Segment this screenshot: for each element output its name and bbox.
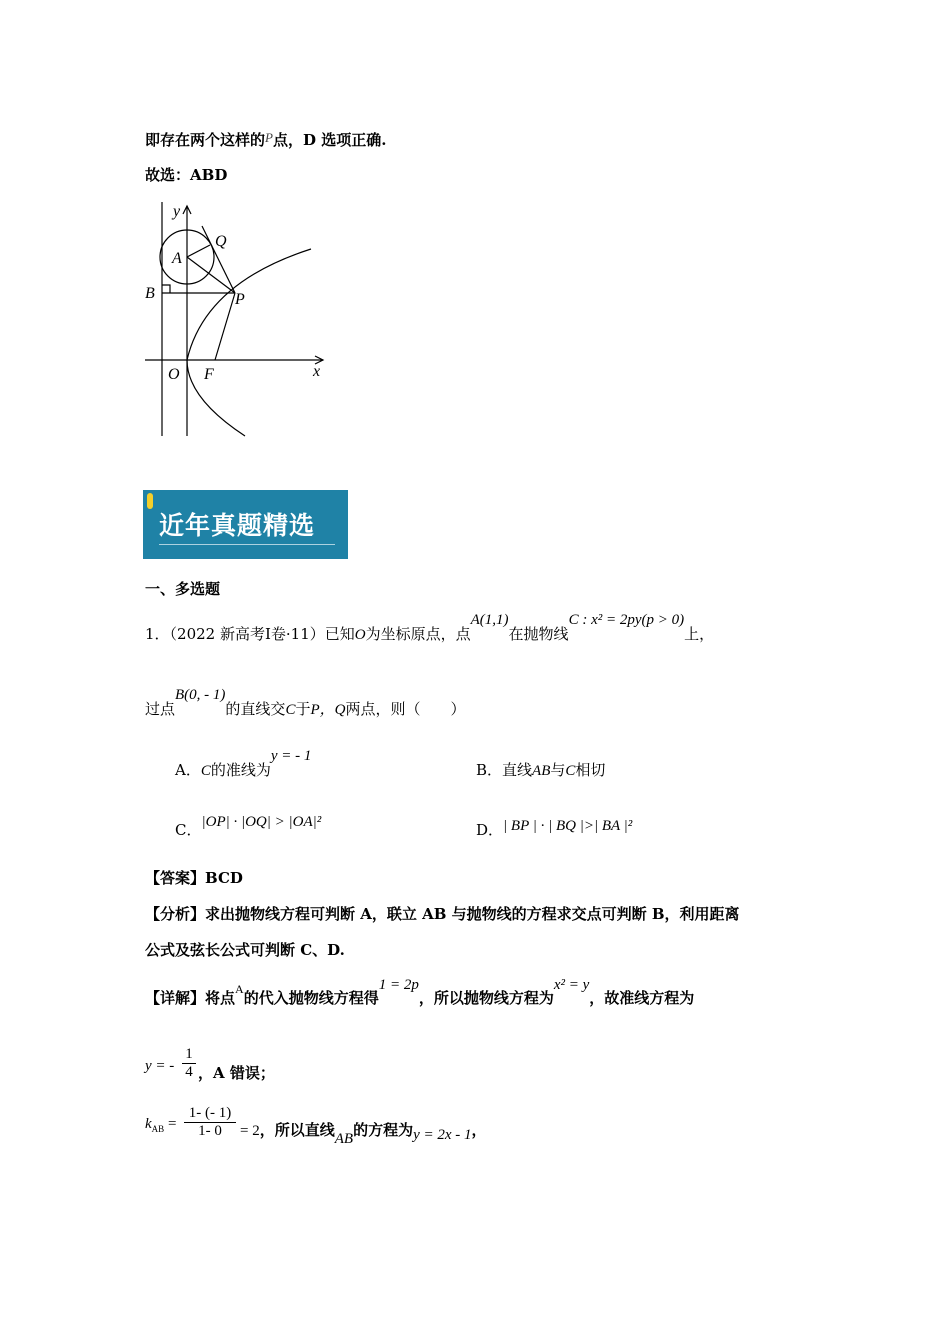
question-text-up: 上， bbox=[684, 625, 715, 643]
detail-eq-2: x² = y bbox=[553, 977, 590, 993]
option-d-math: | BP | · | BQ |>| BA |² bbox=[503, 818, 633, 834]
question-number: 1． bbox=[145, 625, 170, 643]
option-b-end: 相切 bbox=[575, 761, 606, 779]
detail-text-3: ，所以抛物线方程为 bbox=[418, 989, 554, 1007]
directrix-lhs: y = - bbox=[145, 1058, 175, 1074]
question-text-origin: 为坐标原点，点 bbox=[365, 625, 471, 643]
line-ab-equation: y = 2x - 1 bbox=[413, 1127, 472, 1143]
analysis-line-1 bbox=[145, 903, 740, 924]
option-a[interactable] bbox=[175, 748, 312, 780]
slope-text: ，所以直线 bbox=[259, 1121, 335, 1139]
slope-subscript: AB bbox=[151, 1124, 165, 1134]
question-text-line: 的直线交 bbox=[225, 700, 286, 718]
label-b: B bbox=[145, 285, 155, 302]
analysis-line-2: 公式及弦长公式可判断 C、D. bbox=[145, 941, 345, 959]
parabola-equation: C : x² = 2py(p > 0) bbox=[568, 612, 685, 628]
option-a-label: A． bbox=[175, 761, 201, 779]
slope-k: k bbox=[145, 1116, 152, 1132]
directrix-numerator: 1 bbox=[185, 1046, 193, 1062]
detail-point-a: A bbox=[235, 982, 244, 996]
answer-tag: 【答案】 bbox=[145, 869, 206, 887]
question-line-2 bbox=[145, 687, 466, 719]
conclusion-suffix: 点，D 选项正确. bbox=[272, 131, 387, 149]
label-p: P bbox=[235, 291, 245, 308]
question-text-then: 两点，则（ ） bbox=[345, 700, 466, 718]
detail-text-4: ，故准线方程为 bbox=[589, 989, 695, 1007]
var-p: P bbox=[265, 130, 273, 145]
section-banner bbox=[143, 490, 348, 559]
conclusion-prefix: 即存在两个这样的 bbox=[145, 131, 266, 149]
question-line-1 bbox=[145, 612, 715, 644]
detail-text-2: 的代入抛物线方程得 bbox=[243, 989, 379, 1007]
section-heading: 一、多选题 bbox=[145, 580, 221, 598]
var-c: C bbox=[285, 702, 296, 718]
option-b-mid: 与 bbox=[550, 761, 566, 779]
segment-aq bbox=[187, 245, 210, 257]
slope-lhs: $k_{AB}$ = bbox=[145, 1116, 177, 1134]
text-line-choice: 故选：ABD bbox=[145, 166, 228, 184]
option-c-label: C． bbox=[175, 821, 202, 839]
slope-rest bbox=[240, 1119, 487, 1147]
label-a: A bbox=[172, 250, 182, 267]
slope-fraction bbox=[184, 1105, 236, 1140]
banner-title: 近年真题精选 bbox=[159, 511, 316, 540]
option-a-text: 的准线为 bbox=[210, 761, 271, 779]
slope-text-2: 的方程为 bbox=[353, 1121, 414, 1139]
directrix-tail: ，A 错误； bbox=[198, 1064, 275, 1082]
option-a-math: y = - 1 bbox=[270, 748, 312, 764]
option-b-text: 直线 bbox=[502, 761, 533, 779]
text-line-conclusion bbox=[145, 129, 386, 150]
option-b-c: C bbox=[565, 763, 576, 779]
option-b-label: B． bbox=[476, 761, 503, 779]
question-source: （2022 新高考Ⅰ卷·11）已知 bbox=[169, 625, 355, 643]
var-pq: P，Q bbox=[310, 702, 346, 718]
analysis-text-1: 求出抛物线方程可判断 A，联立 AB 与抛物线的方程求交点可判断 B，利用距离 bbox=[205, 905, 740, 923]
option-c-math: |OP| · |OQ| > |OA|² bbox=[201, 814, 322, 830]
right-angle-marker bbox=[162, 285, 170, 293]
question-text-through: 过点 bbox=[145, 700, 176, 718]
option-d-label: D． bbox=[476, 821, 504, 839]
analysis-tag: 【分析】 bbox=[145, 905, 206, 923]
detail-line bbox=[145, 977, 695, 1008]
label-q: Q bbox=[215, 233, 227, 250]
option-b-ab: AB bbox=[532, 763, 551, 779]
parabola-figure bbox=[135, 198, 335, 443]
label-y: y bbox=[173, 203, 181, 220]
answer-line bbox=[145, 867, 243, 888]
slope-value: = 2 bbox=[240, 1123, 260, 1139]
option-c[interactable] bbox=[175, 814, 322, 840]
point-b: B(0, - 1) bbox=[175, 687, 226, 703]
directrix-fraction bbox=[182, 1046, 196, 1081]
banner-tab bbox=[147, 493, 153, 509]
question-text-parabola: 在抛物线 bbox=[508, 625, 569, 643]
label-x: x bbox=[313, 363, 321, 380]
answer-value: BCD bbox=[205, 869, 243, 887]
label-f: F bbox=[204, 366, 214, 383]
banner-underline bbox=[159, 544, 335, 545]
slope-ab: AB bbox=[334, 1131, 354, 1147]
label-o: O bbox=[168, 366, 180, 383]
segment-ap bbox=[187, 257, 235, 293]
var-o: O bbox=[354, 627, 366, 643]
detail-tag: 【详解】 bbox=[145, 989, 206, 1007]
directrix-denominator: 4 bbox=[185, 1064, 193, 1080]
detail-text-1: 将点 bbox=[205, 989, 236, 1007]
option-a-var: C bbox=[200, 763, 211, 779]
option-b[interactable] bbox=[476, 759, 605, 780]
option-d[interactable] bbox=[476, 819, 632, 840]
slope-denominator: 1- 0 bbox=[198, 1123, 222, 1139]
point-a: A(1,1) bbox=[470, 612, 509, 628]
detail-eq-1: 1 = 2p bbox=[378, 977, 419, 993]
slope-numerator: 1- (- 1) bbox=[188, 1105, 232, 1121]
slope-end: ， bbox=[471, 1121, 487, 1139]
question-text-yu: 于 bbox=[295, 700, 311, 718]
